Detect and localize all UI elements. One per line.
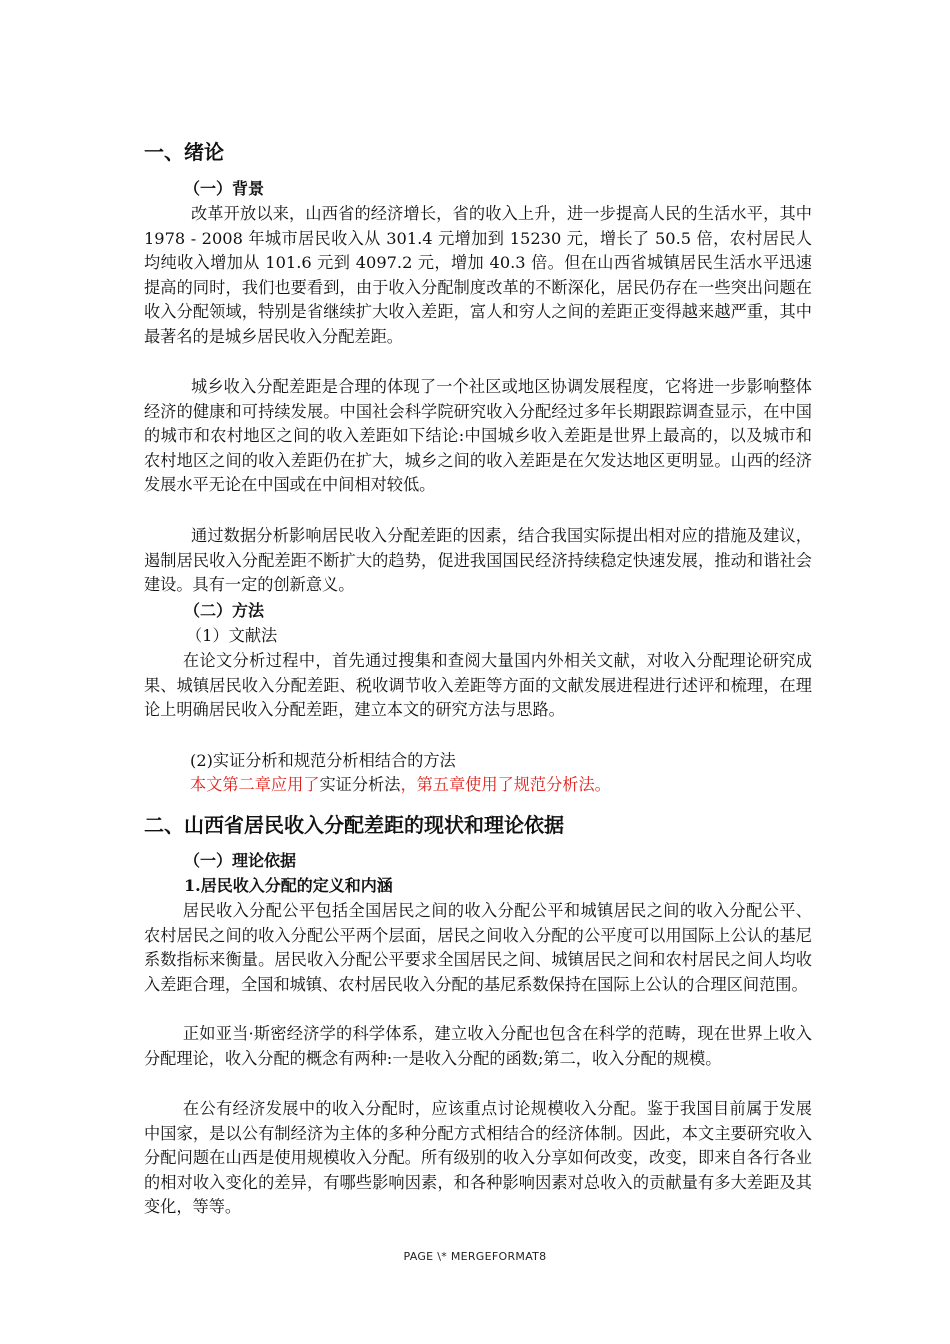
background-paragraph-1: 改革开放以来，山西省的经济增长，省的收入上升，进一步提高人民的生活水平，其中 1978 - 2008 年城市居民收入从 301.4 元增加到 15230 元，增长了 50.5 倍，农村居民人均纯收入增加从 101.6 元到 4097.2 元，增加 40.3 倍。但在山西省城镇居民生活水平迅速提高的同时，我们也要看到，由于收入分配制度改革的不断深化，居民仍存在一些突出问题在收入分配领域，特别是省继续扩大收入差距，富人和穷人之间的差距正变得越来越严重，其中最著名的是城乡居民收入分配差距。 — [144, 204, 812, 346]
note-black-part: 实证分析法 — [319, 775, 401, 794]
method-item-1: （1）文献法 — [186, 626, 278, 645]
theory-paragraph-3: 在公有经济发展中的收入分配时，应该重点讨论规模收入分配。鉴于我国目前属于发展中国家，是以公有制经济为主体的多种分配方式相结合的经济体制。因此，本文主要研究收入分配问题在山西是使用规模收入分配。所有级别的收入分享如何改变，改变，即来自各行各业的相对收入变化的差异，有哪些影响因素，和各种影响因素对总收入的贡献量有多大差距及其变化，等等。 — [144, 1099, 812, 1217]
background-paragraph-3: 通过数据分析影响居民收入分配差距的因素，结合我国实际提出相对应的措施及建议，遏制居民收入分配差距不断扩大的趋势，促进我国国民经济持续稳定快速发展，推动和谐社会建设。具有一定的创新意义。 — [144, 526, 812, 595]
subsection-background-heading: （一）背景 — [184, 179, 265, 198]
subsection-theory-heading: （一）理论依据 — [184, 851, 297, 870]
theory-paragraph-1: 居民收入分配公平包括全国居民之间的收入分配公平和城镇居民之间的收入分配公平、农村居民之间的收入分配公平两个层面，居民之间收入分配的公平度可以用国际上公认的基尼系数指标来衡量。居民收入分配公平要求全国居民之间、城镇居民之间和农村居民之间人均收入差距合理，全国和城镇、农村居民收入分配的基尼系数保持在国际上公认的合理区间范围。 — [144, 901, 812, 994]
method-item-1-text: 在论文分析过程中，首先通过搜集和查阅大量国内外相关文献，对收入分配理论研究成果、城镇居民收入分配差距、税收调节收入差距等方面的文献发展进程进行述评和梳理，在理论上明确居民收入分配差距，建立本文的研究方法与思路。 — [144, 651, 812, 720]
theory-paragraph-2: 正如亚当·斯密经济学的科学体系，建立收入分配也包含在科学的范畴，现在世界上收入分配理论，收入分配的概念有两种:一是收入分配的函数;第二，收入分配的规模。 — [144, 1024, 812, 1068]
note-red-part-b: ，第五章使用了规范分析法。 — [400, 775, 611, 794]
note-red-part-a: 本文第二章应用了 — [190, 775, 320, 794]
theory-point-1: 1.居民收入分配的定义和内涵 — [184, 876, 393, 895]
background-paragraph-2: 城乡收入分配差距是合理的体现了一个社区或地区协调发展程度，它将进一步影响整体经济的健康和可持续发展。中国社会科学院研究收入分配经过多年长期跟踪调查显示，在中国的城市和农村地区之间的收入差距如下结论:中国城乡收入差距是世界上最高的，以及城市和农村地区之间的收入差距仍在扩大，城乡之间的收入差距是在欠发达地区更明显。山西的经济发展水平无论在中国或在中间相对较低。 — [144, 377, 812, 495]
method-item-2: (2)实证分析和规范分析相结合的方法 — [190, 751, 456, 770]
subsection-method-heading: （二）方法 — [184, 601, 265, 620]
page-footer-field: PAGE \* MERGEFORMAT8 — [403, 1250, 547, 1263]
section-1-title: 一、绪论 — [144, 140, 224, 164]
method-item-2-note — [190, 773, 611, 797]
section-2-title: 二、山西省居民收入分配差距的现状和理论依据 — [144, 813, 564, 837]
